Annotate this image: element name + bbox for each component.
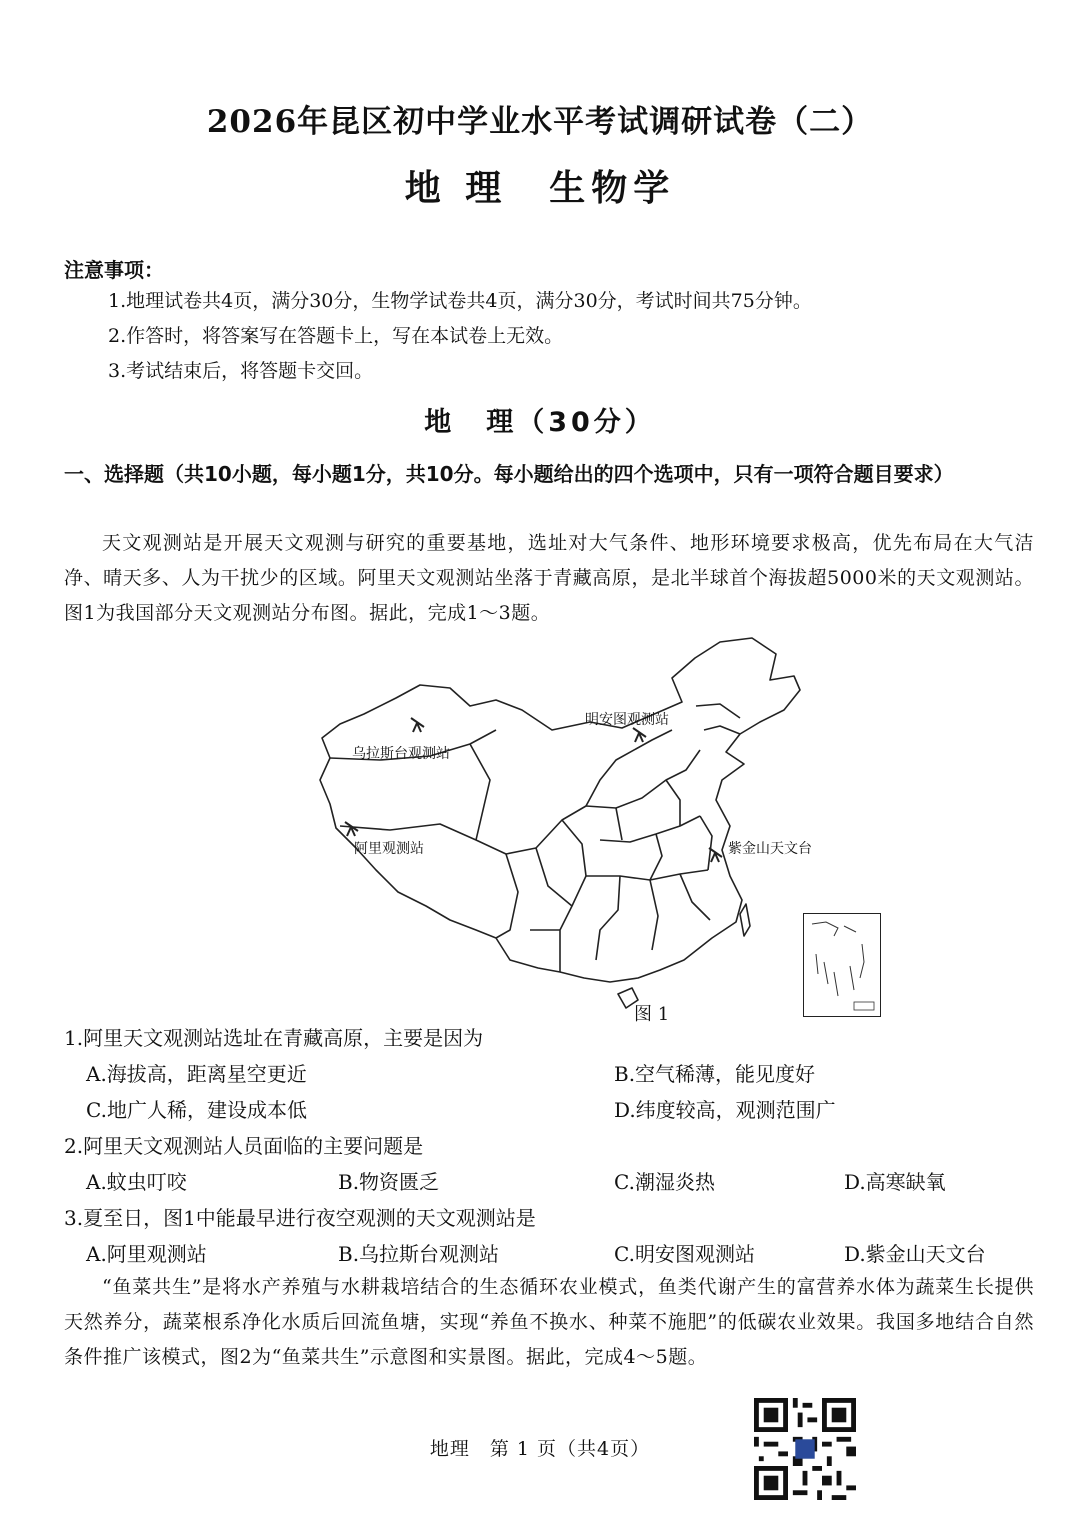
label-mingantu: 明安图观测站 (585, 712, 669, 728)
passage-1: 天文观测站是开展天文观测与研究的重要基地，选址对大气条件、地形环境要求极高，优先布局在大气洁净、晴天多、人为干扰少的区域。阿里天文观测站坐落于青藏高原，是北半球首个海拔超5000米的天文观测站。图1为我国部分天文观测站分布图。据此，完成1～3题。 (64, 532, 1034, 624)
south-china-sea-inset (803, 913, 881, 1017)
label-ali: 阿里观测站 (354, 841, 424, 857)
passage-2: “鱼菜共生”是将水产养殖与水耕栽培结合的生态循环农业模式，鱼类代谢产生的富营养水体为蔬菜生长提供天然养分，蔬菜根系净化水质后回流鱼塘，实现“养鱼不换水、种菜不施肥”的低碳农业效果。我国多地结合自然条件推广该模式，图2为“鱼菜共生”示意图和实景图。据此，完成4～5题。 (64, 1276, 1034, 1368)
province-border (536, 848, 572, 906)
question-1-option-a: A.海拔高，距离星空更近 (86, 1062, 307, 1086)
province-border (536, 730, 672, 848)
notice-heading: 注意事项： (64, 258, 164, 282)
section-title: 地 理（30分） (424, 407, 656, 438)
province-border (616, 808, 622, 840)
question-3-option-c: C.明安图观测站 (614, 1242, 755, 1266)
question-1-option-c: C.地广人稀，建设成本低 (86, 1098, 307, 1122)
question-2-option-a: A.蚊虫叮咬 (86, 1170, 187, 1194)
question-2-option-c: C.潮湿炎热 (614, 1170, 715, 1194)
province-border (496, 854, 518, 938)
province-border (560, 820, 586, 972)
question-1-stem: 1.阿里天文观测站选址在青藏高原，主要是因为 (64, 1026, 484, 1050)
notice-item: 3.考试结束后，将答题卡交回。 (108, 360, 374, 382)
province-border (700, 816, 712, 870)
notice-item: 1.地理试卷共4页，满分30分，生物学试卷共4页，满分30分，考试时间共75分钟。 (108, 290, 812, 312)
province-border (586, 750, 700, 808)
notice-item: 2.作答时，将答案写在答题卡上，写在本试卷上无效。 (108, 325, 564, 347)
question-3-option-a: A.阿里观测站 (86, 1242, 207, 1266)
province-border (680, 874, 710, 920)
telescope-icon (411, 718, 424, 732)
question-2-option-b: B.物资匮乏 (338, 1170, 440, 1194)
taiwan-island (740, 904, 750, 936)
exam-title: 2026年昆区初中学业水平考试调研试卷（二） (206, 104, 874, 140)
question-2-option-d: D.高寒缺氧 (844, 1170, 946, 1194)
province-border (586, 870, 708, 880)
label-zijinshan: 紫金山天文台 (728, 841, 812, 857)
exam-subtitle: 地 理 生物学 (404, 168, 676, 209)
question-3-stem: 3.夏至日，图1中能最早进行夜空观测的天文观测站是 (64, 1206, 536, 1230)
label-wulasitai: 乌拉斯台观测站 (352, 746, 450, 762)
telescope-icon (709, 848, 722, 862)
province-border (600, 816, 700, 842)
figure-1-caption: 图 1 (634, 1004, 670, 1025)
question-2-stem: 2.阿里天文观测站人员面临的主要问题是 (64, 1134, 424, 1158)
province-border (596, 876, 620, 960)
province-border (650, 880, 658, 950)
province-border (470, 744, 490, 840)
part-heading: 一、选择题（共10小题，每小题1分，共10分。每小题给出的四个选项中，只有一项符合题目要求） (64, 462, 954, 486)
telescope-icon (345, 822, 358, 836)
telescope-icon (633, 728, 646, 742)
page-footer: 地理 第 1 页（共4页） (429, 1438, 651, 1460)
china-map (300, 630, 890, 1025)
question-1-option-d: D.纬度较高，观测范围广 (614, 1098, 836, 1122)
province-border (650, 834, 662, 880)
province-border (696, 704, 740, 718)
province-border (666, 780, 680, 826)
province-border (704, 726, 740, 734)
qr-code-icon (754, 1398, 856, 1500)
question-3-option-d: D.紫金山天文台 (844, 1242, 986, 1266)
question-3-option-b: B.乌拉斯台观测站 (338, 1242, 500, 1266)
question-1-option-b: B.空气稀薄，能见度好 (614, 1062, 816, 1086)
